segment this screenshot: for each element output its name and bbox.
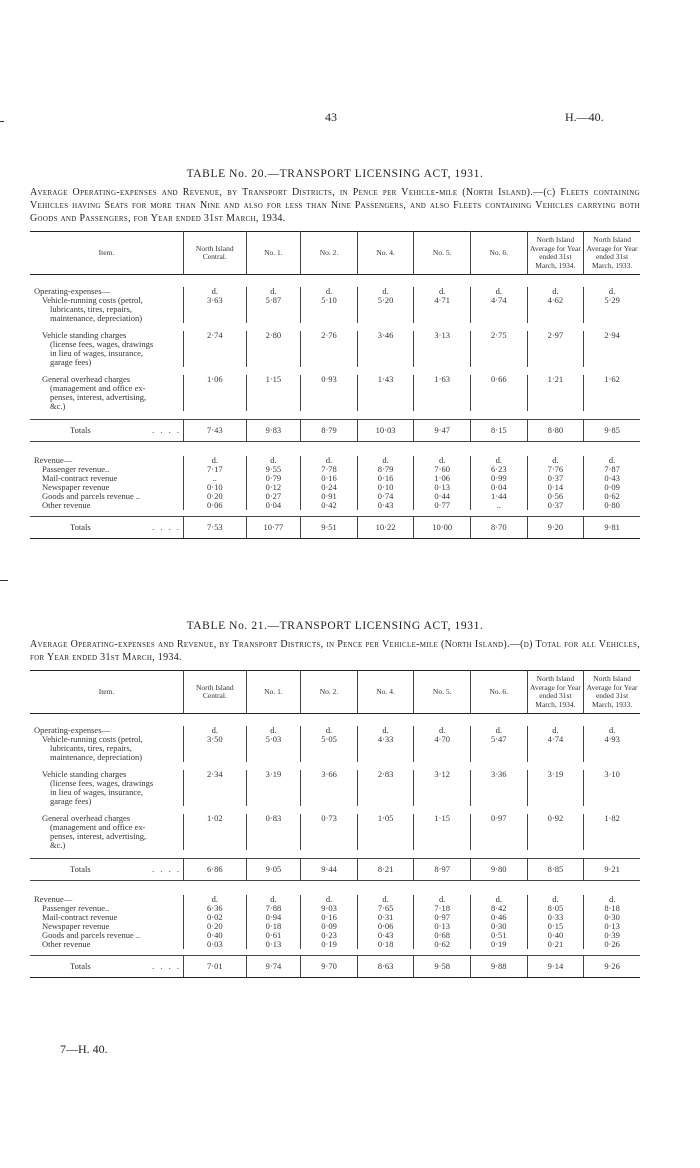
cell-value: 1·63 bbox=[414, 375, 471, 411]
cell-value: .. bbox=[183, 474, 246, 483]
totals-row bbox=[30, 859, 640, 881]
column-header: No. 6. bbox=[470, 671, 527, 714]
total-value: 9·21 bbox=[584, 859, 640, 881]
cell-value: 0·12 bbox=[246, 483, 301, 492]
cell-value: 0·16 bbox=[357, 474, 414, 483]
cell-value: 4·71 bbox=[414, 296, 471, 323]
row-label-line: General overhead charges bbox=[42, 813, 131, 823]
cell-value: 0·62 bbox=[584, 492, 640, 501]
cell-value: 5·47 bbox=[470, 735, 527, 762]
unit-label: d. bbox=[584, 287, 640, 296]
cell-value: 4·93 bbox=[584, 735, 640, 762]
revenue-header: Revenue— bbox=[34, 894, 73, 904]
total-value: 8·21 bbox=[357, 859, 414, 881]
unit-label: d. bbox=[246, 287, 301, 296]
totals-label bbox=[30, 420, 183, 442]
revenue-header: Revenue— bbox=[34, 455, 73, 465]
column-header: No. 6. bbox=[471, 232, 528, 275]
total-value: 8·97 bbox=[414, 859, 471, 881]
total-value: 9·44 bbox=[301, 859, 358, 881]
total-value: 10·03 bbox=[357, 420, 414, 442]
unit-label: d. bbox=[414, 726, 471, 735]
cell-value: 0·19 bbox=[301, 940, 358, 949]
total-value: 10·77 bbox=[246, 517, 301, 539]
unit-label: d. bbox=[527, 726, 584, 735]
cell-value: 0·44 bbox=[414, 492, 471, 501]
column-header: No. 4. bbox=[357, 671, 414, 714]
cell-value: .. bbox=[471, 501, 528, 510]
row-label-line: Vehicle standing charges bbox=[42, 330, 127, 340]
cell-value: 7·17 bbox=[183, 465, 246, 474]
cell-value: 2·75 bbox=[471, 331, 528, 367]
total-value: 9·14 bbox=[527, 956, 584, 978]
cell-value: 0·39 bbox=[584, 931, 640, 940]
row-label-line: maintenance, depreciation) bbox=[50, 752, 143, 762]
unit-label: d. bbox=[301, 895, 358, 904]
cell-value: 7·78 bbox=[301, 465, 358, 474]
cell-value: 0·66 bbox=[471, 375, 528, 411]
total-value: 9·85 bbox=[584, 420, 640, 442]
cell-value: 0·73 bbox=[301, 814, 358, 850]
cell-value: 2·97 bbox=[527, 331, 584, 367]
unit-label: d. bbox=[471, 287, 528, 296]
cell-value: 3·19 bbox=[246, 770, 301, 806]
table-row bbox=[30, 501, 640, 510]
cell-value: 0·97 bbox=[470, 814, 527, 850]
cell-value: 7·65 bbox=[357, 904, 414, 913]
cell-value: 0·02 bbox=[184, 913, 247, 922]
total-value: 8·63 bbox=[357, 956, 414, 978]
column-header: No. 2. bbox=[301, 232, 358, 275]
unit-label: d. bbox=[184, 895, 247, 904]
column-header: No. 4. bbox=[357, 232, 414, 275]
row-label bbox=[30, 940, 184, 949]
cell-value: 7·87 bbox=[584, 465, 640, 474]
cell-value: 0·16 bbox=[301, 474, 358, 483]
unit-label: d. bbox=[414, 287, 471, 296]
row-label-line: Mail-contract revenue bbox=[42, 473, 118, 483]
cell-value: 3·19 bbox=[527, 770, 584, 806]
totals-text: Totals bbox=[70, 425, 91, 435]
cell-value: 0·27 bbox=[246, 492, 301, 501]
unit-label: d. bbox=[584, 456, 640, 465]
row-label-line: Passenger revenue.. bbox=[42, 464, 110, 474]
leader-dots: . . . . bbox=[152, 522, 181, 532]
unit-label: d. bbox=[527, 456, 584, 465]
row-label-line: Newspaper revenue bbox=[42, 482, 110, 492]
row-label bbox=[30, 375, 183, 411]
cell-value: 0·74 bbox=[357, 492, 414, 501]
cell-value: 0·10 bbox=[357, 483, 414, 492]
table-row bbox=[30, 375, 640, 411]
row-label-line: &c.) bbox=[50, 401, 66, 411]
table-20-block bbox=[30, 168, 640, 539]
row-label-line: &c.) bbox=[50, 840, 66, 850]
cell-value: 1·15 bbox=[246, 375, 301, 411]
column-header: No. 5. bbox=[414, 232, 471, 275]
row-label bbox=[30, 735, 184, 762]
table-row bbox=[30, 940, 640, 949]
cell-value: 0·30 bbox=[470, 922, 527, 931]
cell-value: 4·74 bbox=[527, 735, 584, 762]
row-label-line: Other revenue bbox=[42, 939, 91, 949]
margin-mark bbox=[0, 580, 8, 581]
operating-header: Operating-expenses— bbox=[34, 725, 111, 735]
cell-value: 5·20 bbox=[357, 296, 414, 323]
total-value: 9·74 bbox=[246, 956, 301, 978]
column-header: No. 1. bbox=[246, 671, 301, 714]
cell-value: 0·99 bbox=[471, 474, 528, 483]
cell-value: 0·13 bbox=[246, 940, 301, 949]
cell-value: 2·76 bbox=[301, 331, 358, 367]
cell-value: 3·12 bbox=[414, 770, 471, 806]
row-label-line: maintenance, depreciation) bbox=[50, 313, 143, 323]
cell-value: 1·02 bbox=[184, 814, 247, 850]
cell-value: 5·29 bbox=[584, 296, 640, 323]
total-value: 7·43 bbox=[183, 420, 246, 442]
row-label bbox=[30, 501, 183, 510]
cell-value: 0·91 bbox=[301, 492, 358, 501]
cell-value: 0·13 bbox=[414, 483, 471, 492]
totals-text: Totals bbox=[70, 522, 91, 532]
row-label-line: (license fees, wages, drawings bbox=[50, 778, 154, 788]
cell-value: 0·23 bbox=[301, 931, 358, 940]
total-value: 8·70 bbox=[471, 517, 528, 539]
cell-value: 0·04 bbox=[246, 501, 301, 510]
cell-value: 3·63 bbox=[183, 296, 246, 323]
cell-value: 0·20 bbox=[183, 492, 246, 501]
cell-value: 2·94 bbox=[584, 331, 640, 367]
header-row bbox=[30, 671, 640, 714]
row-label-line: penses, interest, advertising, bbox=[50, 831, 147, 841]
total-value: 9·70 bbox=[301, 956, 358, 978]
cell-value: 0·10 bbox=[183, 483, 246, 492]
page-footer: 7—H. 40. bbox=[60, 1042, 108, 1056]
unit-label: d. bbox=[301, 456, 358, 465]
row-label-line: Vehicle standing charges bbox=[42, 769, 127, 779]
cell-value: 5·10 bbox=[301, 296, 358, 323]
totals-row bbox=[30, 956, 640, 978]
cell-value: 9·03 bbox=[301, 904, 358, 913]
unit-label: d. bbox=[357, 895, 414, 904]
cell-value: 3·10 bbox=[584, 770, 640, 806]
unit-label: d. bbox=[184, 726, 247, 735]
row-label-line: (management and office ex- bbox=[50, 822, 146, 832]
row-label-line: Goods and parcels revenue .. bbox=[42, 491, 141, 501]
total-value: 9·83 bbox=[246, 420, 301, 442]
unit-label: d. bbox=[414, 895, 471, 904]
totals-label bbox=[30, 517, 183, 539]
total-value: 9·81 bbox=[584, 517, 640, 539]
cell-value: 3·13 bbox=[414, 331, 471, 367]
page-reference: H.—40. bbox=[565, 110, 604, 124]
cell-value: 0·16 bbox=[301, 913, 358, 922]
column-header: North Island Central. bbox=[184, 671, 247, 714]
cell-value: 1·05 bbox=[357, 814, 414, 850]
cell-value: 0·80 bbox=[584, 501, 640, 510]
cell-value: 7·60 bbox=[414, 465, 471, 474]
data-table bbox=[30, 670, 640, 978]
unit-label: d. bbox=[414, 456, 471, 465]
row-label-line: lubricants, tires, repairs, bbox=[50, 304, 132, 314]
cell-value: 0·19 bbox=[470, 940, 527, 949]
cell-value: 0·62 bbox=[414, 940, 471, 949]
totals-text: Totals bbox=[70, 864, 91, 874]
cell-value: 0·61 bbox=[246, 931, 301, 940]
total-value: 9·51 bbox=[301, 517, 358, 539]
page-number: 43 bbox=[325, 110, 337, 124]
table-row bbox=[30, 331, 640, 367]
cell-value: 0·40 bbox=[184, 931, 247, 940]
table-subtitle: Average Operating-expenses and Revenue, by Transport Districts, in Pence per Vehicle-mile (North Island).—(c) Fleets containing Vehicles having Seats for more than Nine and also for less than Nine Passengers, and also Fleets containing Vehicles carrying both Goods and Passengers, for Year ended 31st March, 1934. bbox=[30, 187, 640, 224]
cell-value: 8·05 bbox=[527, 904, 584, 913]
total-value: 8·80 bbox=[527, 420, 584, 442]
total-value: 10·00 bbox=[414, 517, 471, 539]
unit-label: d. bbox=[246, 726, 301, 735]
unit-label: d. bbox=[357, 287, 414, 296]
cell-value: 0·68 bbox=[414, 931, 471, 940]
cell-value: 0·94 bbox=[246, 913, 301, 922]
cell-value: 0·30 bbox=[584, 913, 640, 922]
table-row bbox=[30, 296, 640, 323]
total-value: 9·80 bbox=[470, 859, 527, 881]
unit-label: d. bbox=[527, 287, 584, 296]
table-subtitle: Average Operating-expenses and Revenue, by Transport Districts, in Pence per Vehicle-mile (North Island).—(d) Total for all Vehicles, for Year ended 31st March, 1934. bbox=[30, 639, 640, 663]
cell-value: 0·37 bbox=[527, 501, 584, 510]
unit-label: d. bbox=[301, 726, 358, 735]
cell-value: 1·15 bbox=[414, 814, 471, 850]
cell-value: 0·56 bbox=[527, 492, 584, 501]
unit-label: d. bbox=[470, 895, 527, 904]
unit-label: d. bbox=[471, 456, 528, 465]
cell-value: 1·62 bbox=[584, 375, 640, 411]
cell-value: 1·82 bbox=[584, 814, 640, 850]
cell-value: 8·42 bbox=[470, 904, 527, 913]
cell-value: 0·18 bbox=[246, 922, 301, 931]
cell-value: 0·06 bbox=[183, 501, 246, 510]
unit-label: d. bbox=[527, 895, 584, 904]
leader-dots: . . . . bbox=[152, 864, 182, 874]
cell-value: 8·79 bbox=[357, 465, 414, 474]
cell-value: 0·97 bbox=[414, 913, 471, 922]
cell-value: 0·83 bbox=[246, 814, 301, 850]
cell-value: 1·44 bbox=[471, 492, 528, 501]
cell-value: 3·50 bbox=[184, 735, 247, 762]
row-label-line: garage fees) bbox=[50, 357, 92, 367]
cell-value: 4·74 bbox=[471, 296, 528, 323]
table-row bbox=[30, 735, 640, 762]
total-value: 6·86 bbox=[184, 859, 247, 881]
total-value: 9·58 bbox=[414, 956, 471, 978]
cell-value: 0·31 bbox=[357, 913, 414, 922]
cell-value: 3·66 bbox=[301, 770, 358, 806]
cell-value: 0·42 bbox=[301, 501, 358, 510]
total-value: 8·85 bbox=[527, 859, 584, 881]
unit-label: d. bbox=[301, 287, 358, 296]
cell-value: 5·05 bbox=[301, 735, 358, 762]
row-label bbox=[30, 296, 183, 323]
cell-value: 0·18 bbox=[357, 940, 414, 949]
column-header: North Island Average for Year ended 31st March, 1934. bbox=[527, 671, 584, 714]
column-header: No. 1. bbox=[246, 232, 301, 275]
page-header bbox=[0, 110, 700, 130]
column-header: No. 5. bbox=[414, 671, 471, 714]
cell-value: 9·55 bbox=[246, 465, 301, 474]
column-header: North Island Average for Year ended 31st March, 1934. bbox=[527, 232, 584, 275]
unit-label: d. bbox=[584, 895, 640, 904]
row-label bbox=[30, 770, 184, 806]
row-label-line: (license fees, wages, drawings bbox=[50, 339, 154, 349]
cell-value: 5·87 bbox=[246, 296, 301, 323]
cell-value: 4·62 bbox=[527, 296, 584, 323]
unit-label: d. bbox=[357, 456, 414, 465]
cell-value: 7·88 bbox=[246, 904, 301, 913]
cell-value: 0·15 bbox=[527, 922, 584, 931]
total-value: 10·22 bbox=[357, 517, 414, 539]
row-label-line: garage fees) bbox=[50, 796, 92, 806]
total-value: 8·79 bbox=[301, 420, 358, 442]
total-value: 8·15 bbox=[471, 420, 528, 442]
cell-value: 0·06 bbox=[357, 922, 414, 931]
cell-value: 0·40 bbox=[527, 931, 584, 940]
totals-row bbox=[30, 420, 640, 442]
total-value: 9·26 bbox=[584, 956, 640, 978]
cell-value: 1·43 bbox=[357, 375, 414, 411]
cell-value: 0·33 bbox=[527, 913, 584, 922]
header-row bbox=[30, 232, 640, 275]
cell-value: 2·80 bbox=[246, 331, 301, 367]
row-label-line: (management and office ex- bbox=[50, 383, 146, 393]
cell-value: 0·93 bbox=[301, 375, 358, 411]
cell-value: 0·79 bbox=[246, 474, 301, 483]
cell-value: 2·74 bbox=[183, 331, 246, 367]
cell-value: 0·43 bbox=[584, 474, 640, 483]
cell-value: 1·21 bbox=[527, 375, 584, 411]
column-header: North Island Average for Year ended 31st March, 1933. bbox=[584, 232, 640, 275]
unit-label: d. bbox=[246, 895, 301, 904]
totals-label bbox=[30, 859, 184, 881]
row-label-line: in lieu of wages, insurance, bbox=[50, 787, 143, 797]
cell-value: 0·77 bbox=[414, 501, 471, 510]
cell-value: 0·37 bbox=[527, 474, 584, 483]
row-label-line: Vehicle-running costs (petrol, bbox=[42, 295, 143, 305]
cell-value: 0·26 bbox=[584, 940, 640, 949]
totals-row bbox=[30, 517, 640, 539]
row-label-line: Mail-contract revenue bbox=[42, 912, 118, 922]
row-label bbox=[30, 331, 183, 367]
cell-value: 4·70 bbox=[414, 735, 471, 762]
cell-value: 0·21 bbox=[527, 940, 584, 949]
row-label-line: Vehicle-running costs (petrol, bbox=[42, 734, 143, 744]
totals-label bbox=[30, 956, 184, 978]
row-label-line: Passenger revenue.. bbox=[42, 903, 110, 913]
cell-value: 2·83 bbox=[357, 770, 414, 806]
column-header: North Island Average for Year ended 31st March, 1933. bbox=[584, 671, 640, 714]
row-label-line: Newspaper revenue bbox=[42, 921, 110, 931]
unit-label: d. bbox=[246, 456, 301, 465]
unit-label: d. bbox=[357, 726, 414, 735]
cell-value: 0·03 bbox=[184, 940, 247, 949]
cell-value: 0·13 bbox=[414, 922, 471, 931]
total-value: 7·01 bbox=[184, 956, 247, 978]
operating-header: Operating-expenses— bbox=[34, 286, 111, 296]
cell-value: 1·06 bbox=[414, 474, 471, 483]
cell-value: 0·43 bbox=[357, 931, 414, 940]
totals-text: Totals bbox=[70, 961, 91, 971]
unit-label: d. bbox=[470, 726, 527, 735]
column-header: Item. bbox=[98, 686, 115, 696]
cell-value: 3·36 bbox=[470, 770, 527, 806]
table-title: TABLE No. 20.—TRANSPORT LICENSING ACT, 1931. bbox=[186, 168, 484, 180]
cell-value: 2·34 bbox=[184, 770, 247, 806]
row-label-line: Other revenue bbox=[42, 500, 91, 510]
total-value: 9·20 bbox=[527, 517, 584, 539]
cell-value: 6·36 bbox=[184, 904, 247, 913]
cell-value: 0·20 bbox=[184, 922, 247, 931]
leader-dots: . . . . bbox=[152, 961, 182, 971]
cell-value: 8·18 bbox=[584, 904, 640, 913]
row-label-line: Goods and parcels revenue .. bbox=[42, 930, 141, 940]
cell-value: 5·03 bbox=[246, 735, 301, 762]
cell-value: 0·09 bbox=[301, 922, 358, 931]
cell-value: 7·18 bbox=[414, 904, 471, 913]
cell-value: 0·46 bbox=[470, 913, 527, 922]
data-table bbox=[30, 231, 640, 539]
cell-value: 0·92 bbox=[527, 814, 584, 850]
column-header: Item. bbox=[98, 247, 115, 257]
row-label-line: in lieu of wages, insurance, bbox=[50, 348, 143, 358]
cell-value: 0·43 bbox=[357, 501, 414, 510]
row-label-line: penses, interest, advertising, bbox=[50, 392, 147, 402]
column-header: North Island Central. bbox=[183, 232, 246, 275]
table-row bbox=[30, 770, 640, 806]
leader-dots: . . . . bbox=[152, 425, 181, 435]
column-header: No. 2. bbox=[301, 671, 358, 714]
total-value: 9·88 bbox=[470, 956, 527, 978]
row-label-line: General overhead charges bbox=[42, 374, 131, 384]
table-row bbox=[30, 814, 640, 850]
total-value: 9·05 bbox=[246, 859, 301, 881]
cell-value: 0·24 bbox=[301, 483, 358, 492]
cell-value: 0·14 bbox=[527, 483, 584, 492]
cell-value: 4·33 bbox=[357, 735, 414, 762]
cell-value: 7·76 bbox=[527, 465, 584, 474]
cell-value: 0·09 bbox=[584, 483, 640, 492]
total-value: 7·53 bbox=[183, 517, 246, 539]
cell-value: 0·51 bbox=[470, 931, 527, 940]
total-value: 9·47 bbox=[414, 420, 471, 442]
cell-value: 1·06 bbox=[183, 375, 246, 411]
cell-value: 0·13 bbox=[584, 922, 640, 931]
unit-label: d. bbox=[183, 456, 246, 465]
unit-label: d. bbox=[584, 726, 640, 735]
table-21-block bbox=[30, 620, 640, 978]
row-label-line: lubricants, tires, repairs, bbox=[50, 743, 132, 753]
cell-value: 0·04 bbox=[471, 483, 528, 492]
unit-label: d. bbox=[183, 287, 246, 296]
row-label bbox=[30, 814, 184, 850]
cell-value: 3·46 bbox=[357, 331, 414, 367]
cell-value: 6·23 bbox=[471, 465, 528, 474]
table-title: TABLE No. 21.—TRANSPORT LICENSING ACT, 1931. bbox=[186, 620, 484, 632]
